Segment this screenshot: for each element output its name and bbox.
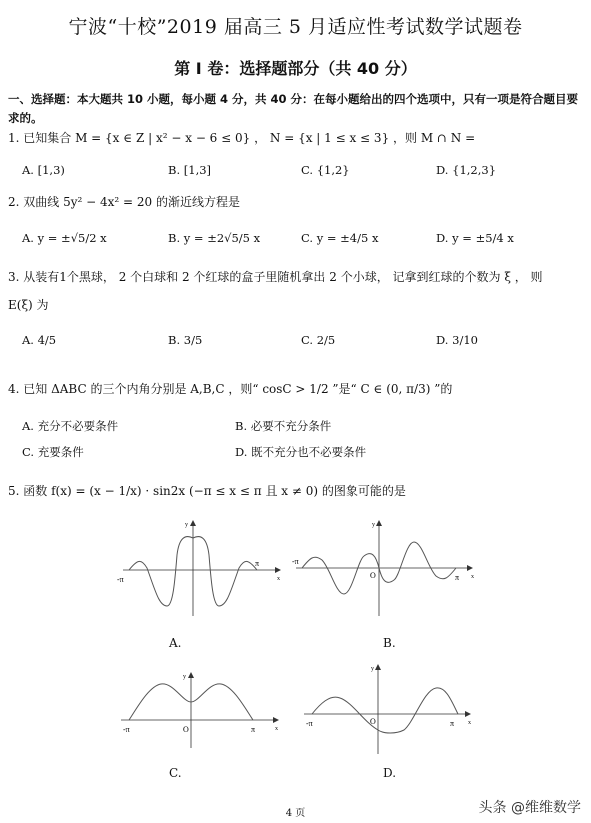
graph-d: [300, 664, 475, 759]
graph-c-y: y: [183, 674, 186, 680]
question-3-stem-cont: E(ξ) 为: [8, 298, 49, 312]
graph-b: [292, 520, 477, 620]
question-5-stem: 5. 函数 f(x) = (x − 1/x) · sin2x (−π ≤ x ≤ π 且 x ≠ 0) 的图象可能的是: [8, 484, 406, 498]
exam-title: 宁波“十校”2019 届高三 5 月适应性考试数学试题卷: [68, 16, 523, 38]
graph-a: [115, 520, 285, 620]
part-subtitle: 第 I 卷：选择题部分（共 40 分）: [174, 59, 417, 78]
q4-option-d: D. 既不充分也不必要条件: [235, 445, 367, 459]
graph-b-neg-pi: -π: [292, 557, 299, 566]
q1-option-c: C. {1,2}: [301, 163, 350, 177]
q2-option-b: B. y = ±2√5/5 x: [168, 231, 261, 245]
q1-option-d: D. {1,2,3}: [436, 163, 497, 177]
question-2-stem: 2. 双曲线 5y² − 4x² = 20 的渐近线方程是: [8, 195, 240, 209]
graph-a-label: A.: [169, 636, 182, 650]
graph-c-pi: π: [251, 725, 256, 734]
graph-b-x: x: [471, 574, 474, 580]
q1-option-b: B. [1,3]: [168, 163, 212, 177]
graph-d-neg-pi: -π: [306, 719, 313, 728]
q4-option-a: A. 充分不必要条件: [22, 419, 119, 433]
graph-b-label: B.: [383, 636, 396, 650]
q2-option-c: C. y = ±4/5 x: [301, 231, 379, 245]
watermark: 头条 @维维数学: [478, 800, 581, 816]
q3-option-c: C. 2/5: [301, 333, 336, 347]
graph-d-pi: π: [450, 719, 455, 728]
q4-option-c: C. 充要条件: [22, 445, 84, 459]
q3-option-d: D. 3/10: [436, 333, 478, 347]
graph-d-origin: O: [370, 717, 376, 726]
q3-option-b: B. 3/5: [168, 333, 203, 347]
question-3-stem: 3. 从装有1个黑球， 2 个白球和 2 个红球的盒子里随机拿出 2 个小球， 记拿到红球的个数为 ξ ， 则: [8, 270, 543, 284]
graph-b-origin: O: [370, 571, 376, 580]
q3-option-a: A. 4/5: [22, 333, 57, 347]
q2-option-d: D. y = ±5/4 x: [436, 231, 514, 245]
graph-a-pi: π: [255, 559, 260, 568]
question-4-stem: 4. 已知 ΔABC 的三个内角分别是 A,B,C ，则“ cosC > 1/2 ”是“ C ∈ (0, π/3) ”的: [8, 382, 453, 396]
graph-b-y: y: [372, 522, 375, 528]
graph-d-y: y: [371, 666, 374, 672]
page-number: 4 页: [285, 808, 306, 819]
q1-option-a: A. [1,3): [22, 163, 65, 177]
graph-c-origin: O: [183, 725, 189, 734]
q2-option-a: A. y = ±√5/2 x: [22, 231, 107, 245]
graph-a-neg-pi: -π: [117, 575, 124, 584]
q4-option-b: B. 必要不充分条件: [235, 419, 332, 433]
graph-c-neg-pi: -π: [123, 725, 130, 734]
graph-c-label: C.: [169, 766, 182, 780]
graph-b-pi: π: [455, 573, 460, 582]
graph-a-y: y: [185, 522, 188, 528]
section-instructions: 一、选择题：本大题共 10 小题，每小题 4 分，共 40 分：在每小题给出的四个选项中，只有一项是符合题目要求的。: [8, 92, 579, 125]
graph-d-x: x: [468, 720, 471, 726]
graph-c: [115, 672, 285, 752]
question-1-stem: 1. 已知集合 M = {x ∈ Z | x² − x − 6 ≤ 0} ， N = {x | 1 ≤ x ≤ 3} ，则 M ∩ N =: [8, 131, 476, 145]
graph-d-label: D.: [383, 766, 397, 780]
graph-a-x: x: [277, 576, 280, 582]
graph-c-x: x: [275, 726, 278, 732]
